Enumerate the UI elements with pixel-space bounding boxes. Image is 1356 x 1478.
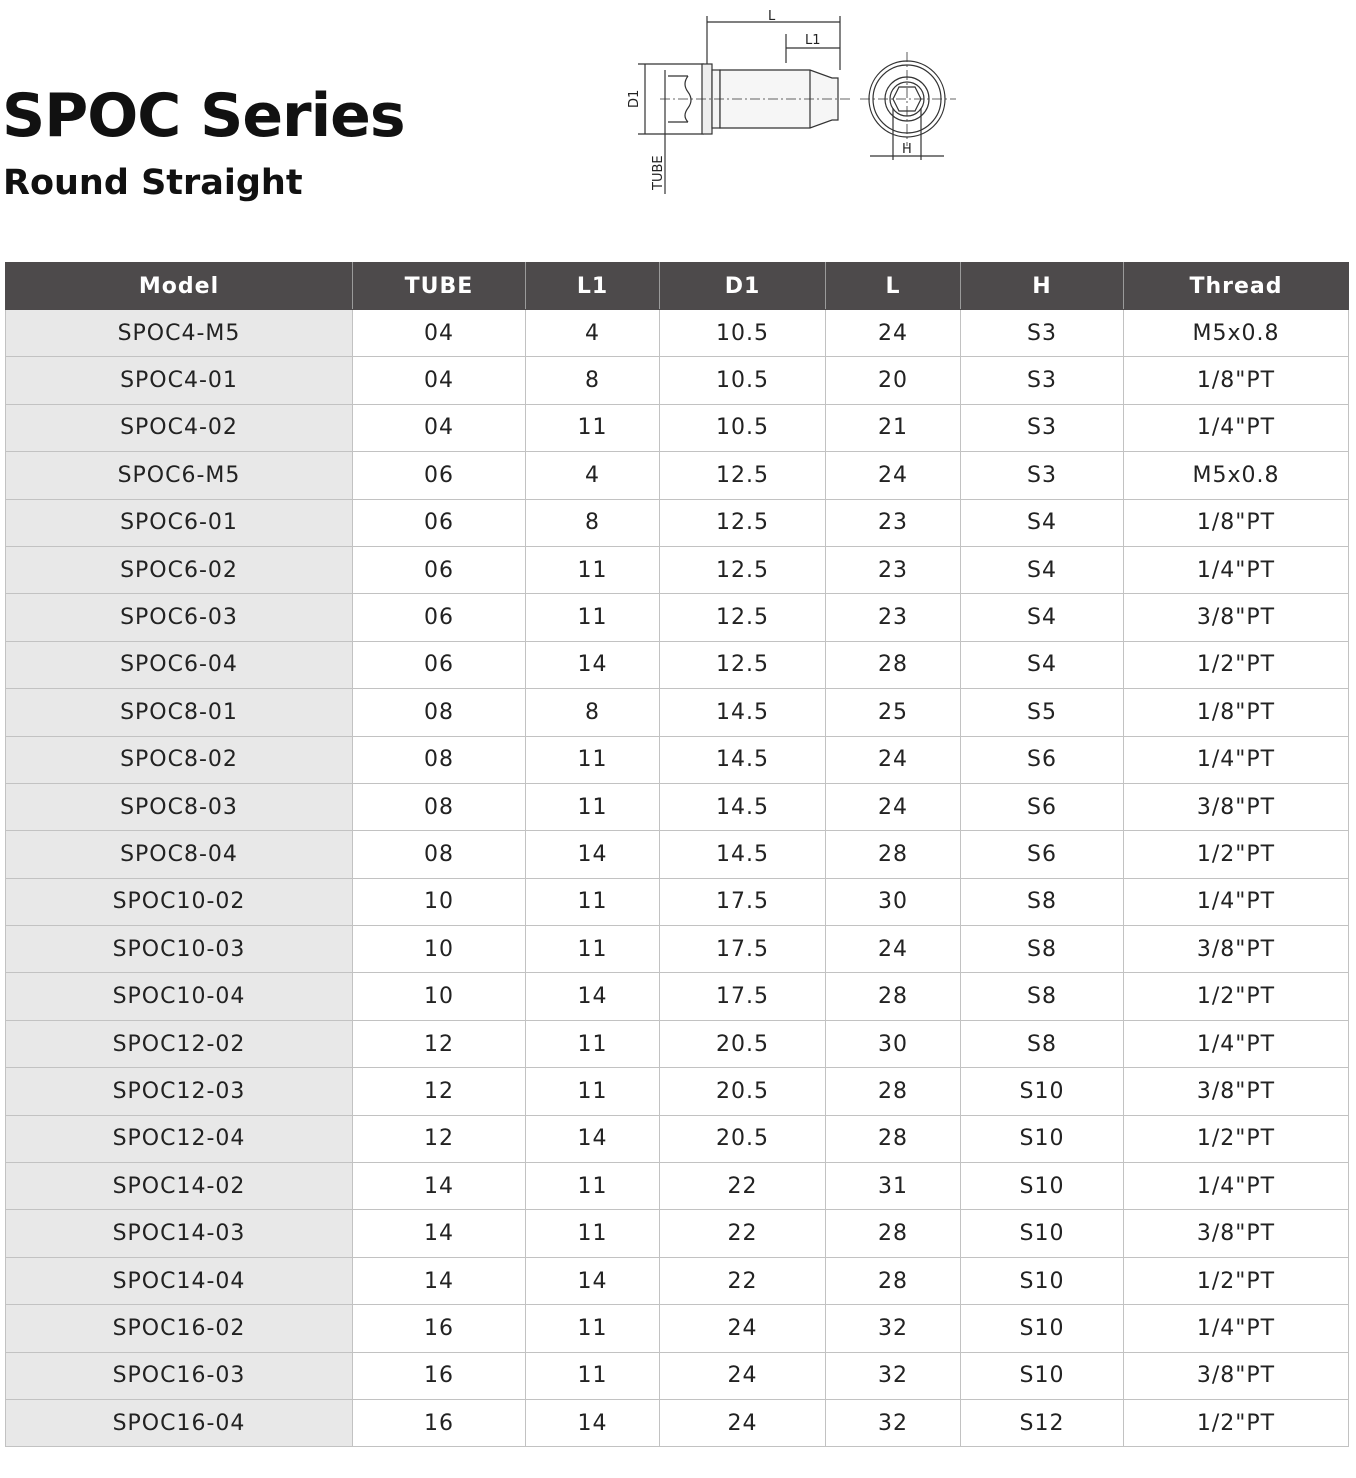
- table-row: [6, 1020, 1349, 1067]
- cell-model: SPOC12-03: [6, 1068, 353, 1115]
- cell-model: SPOC4-02: [6, 404, 353, 451]
- cell-thread: 1/8"PT: [1124, 357, 1349, 404]
- cell-l1: 8: [526, 689, 660, 736]
- dim-label-l1: L1: [805, 33, 821, 48]
- cell-l1: 4: [526, 310, 660, 357]
- table-row: [6, 973, 1349, 1020]
- col-header-d1: D1: [660, 263, 826, 310]
- fitting-technical-drawing: [620, 8, 980, 198]
- table-row: [6, 783, 1349, 830]
- cell-l1: 14: [526, 831, 660, 878]
- cell-h: S6: [961, 736, 1124, 783]
- cell-tube: 08: [353, 689, 526, 736]
- cell-thread: 1/8"PT: [1124, 499, 1349, 546]
- cell-h: S3: [961, 357, 1124, 404]
- cell-l: 28: [826, 1210, 961, 1257]
- cell-thread: 3/8"PT: [1124, 926, 1349, 973]
- cell-d1: 24: [660, 1352, 826, 1399]
- cell-d1: 20.5: [660, 1115, 826, 1162]
- page-title: SPOC Series: [2, 81, 405, 151]
- cell-l: 23: [826, 594, 961, 641]
- cell-l: 32: [826, 1352, 961, 1399]
- cell-model: SPOC4-01: [6, 357, 353, 404]
- cell-tube: 06: [353, 641, 526, 688]
- table-row: [6, 1352, 1349, 1399]
- spec-table: [5, 262, 1349, 1447]
- cell-l1: 11: [526, 594, 660, 641]
- col-header-h: H: [961, 263, 1124, 310]
- cell-h: S10: [961, 1305, 1124, 1352]
- cell-thread: 1/2"PT: [1124, 973, 1349, 1020]
- cell-h: S10: [961, 1210, 1124, 1257]
- cell-d1: 12.5: [660, 546, 826, 593]
- cell-l1: 11: [526, 878, 660, 925]
- cell-h: S4: [961, 499, 1124, 546]
- cell-l: 24: [826, 783, 961, 830]
- cell-model: SPOC16-02: [6, 1305, 353, 1352]
- cell-l: 24: [826, 310, 961, 357]
- cell-model: SPOC6-01: [6, 499, 353, 546]
- cell-l: 28: [826, 1115, 961, 1162]
- table-row: [6, 1068, 1349, 1115]
- cell-d1: 20.5: [660, 1020, 826, 1067]
- cell-model: SPOC6-04: [6, 641, 353, 688]
- cell-tube: 14: [353, 1163, 526, 1210]
- cell-model: SPOC14-02: [6, 1163, 353, 1210]
- cell-model: SPOC16-04: [6, 1399, 353, 1446]
- cell-model: SPOC6-02: [6, 546, 353, 593]
- cell-d1: 17.5: [660, 926, 826, 973]
- cell-tube: 10: [353, 926, 526, 973]
- cell-l1: 14: [526, 641, 660, 688]
- cell-model: SPOC14-03: [6, 1210, 353, 1257]
- cell-tube: 12: [353, 1068, 526, 1115]
- cell-l: 28: [826, 641, 961, 688]
- cell-l1: 11: [526, 546, 660, 593]
- cell-model: SPOC6-03: [6, 594, 353, 641]
- table-row: [6, 878, 1349, 925]
- cell-tube: 08: [353, 736, 526, 783]
- cell-l: 23: [826, 499, 961, 546]
- table-header-row: [6, 263, 1349, 310]
- cell-tube: 16: [353, 1305, 526, 1352]
- cell-l: 30: [826, 878, 961, 925]
- cell-l: 32: [826, 1399, 961, 1446]
- cell-tube: 08: [353, 831, 526, 878]
- cell-thread: 1/4"PT: [1124, 546, 1349, 593]
- cell-l1: 11: [526, 1210, 660, 1257]
- cell-thread: 1/4"PT: [1124, 404, 1349, 451]
- table-row: [6, 1163, 1349, 1210]
- cell-model: SPOC8-03: [6, 783, 353, 830]
- cell-thread: 1/2"PT: [1124, 1115, 1349, 1162]
- cell-model: SPOC8-02: [6, 736, 353, 783]
- cell-h: S10: [961, 1352, 1124, 1399]
- cell-d1: 14.5: [660, 831, 826, 878]
- cell-h: S10: [961, 1115, 1124, 1162]
- table-row: [6, 1115, 1349, 1162]
- cell-thread: 3/8"PT: [1124, 783, 1349, 830]
- cell-tube: 12: [353, 1115, 526, 1162]
- table-row: [6, 926, 1349, 973]
- cell-d1: 12.5: [660, 452, 826, 499]
- cell-tube: 06: [353, 452, 526, 499]
- cell-d1: 12.5: [660, 641, 826, 688]
- cell-l1: 11: [526, 1020, 660, 1067]
- cell-h: S10: [961, 1163, 1124, 1210]
- cell-h: S5: [961, 689, 1124, 736]
- page-subtitle: Round Straight: [3, 163, 303, 203]
- cell-d1: 10.5: [660, 404, 826, 451]
- cell-tube: 16: [353, 1352, 526, 1399]
- table-row: [6, 1257, 1349, 1304]
- cell-l1: 11: [526, 404, 660, 451]
- cell-d1: 10.5: [660, 310, 826, 357]
- cell-l1: 14: [526, 1115, 660, 1162]
- cell-h: S4: [961, 594, 1124, 641]
- cell-model: SPOC16-03: [6, 1352, 353, 1399]
- cell-d1: 24: [660, 1399, 826, 1446]
- cell-model: SPOC10-02: [6, 878, 353, 925]
- cell-d1: 14.5: [660, 689, 826, 736]
- cell-thread: 1/2"PT: [1124, 1257, 1349, 1304]
- cell-d1: 22: [660, 1210, 826, 1257]
- cell-l1: 11: [526, 1305, 660, 1352]
- cell-model: SPOC12-02: [6, 1020, 353, 1067]
- cell-model: SPOC8-04: [6, 831, 353, 878]
- cell-h: S10: [961, 1257, 1124, 1304]
- cell-l1: 8: [526, 357, 660, 404]
- cell-thread: 1/4"PT: [1124, 1163, 1349, 1210]
- cell-l: 25: [826, 689, 961, 736]
- cell-h: S3: [961, 452, 1124, 499]
- cell-l: 24: [826, 736, 961, 783]
- cell-thread: M5x0.8: [1124, 310, 1349, 357]
- cell-l1: 14: [526, 973, 660, 1020]
- cell-h: S3: [961, 404, 1124, 451]
- dim-label-h: H: [902, 142, 912, 157]
- cell-h: S8: [961, 926, 1124, 973]
- cell-tube: 12: [353, 1020, 526, 1067]
- cell-d1: 12.5: [660, 499, 826, 546]
- cell-h: S3: [961, 310, 1124, 357]
- cell-d1: 22: [660, 1257, 826, 1304]
- spec-table-body: [6, 310, 1349, 1447]
- cell-tube: 10: [353, 973, 526, 1020]
- cell-l1: 4: [526, 452, 660, 499]
- col-header-l: L: [826, 263, 961, 310]
- cell-model: SPOC4-M5: [6, 310, 353, 357]
- table-row: [6, 736, 1349, 783]
- cell-thread: 1/4"PT: [1124, 736, 1349, 783]
- cell-l1: 14: [526, 1257, 660, 1304]
- cell-model: SPOC12-04: [6, 1115, 353, 1162]
- cell-h: S6: [961, 783, 1124, 830]
- cell-d1: 17.5: [660, 878, 826, 925]
- cell-l: 32: [826, 1305, 961, 1352]
- cell-h: S4: [961, 546, 1124, 593]
- cell-l1: 11: [526, 926, 660, 973]
- cell-thread: 3/8"PT: [1124, 594, 1349, 641]
- cell-l: 20: [826, 357, 961, 404]
- table-row: [6, 594, 1349, 641]
- table-row: [6, 357, 1349, 404]
- cell-tube: 04: [353, 404, 526, 451]
- table-row: [6, 310, 1349, 357]
- cell-tube: 04: [353, 357, 526, 404]
- cell-l1: 11: [526, 1068, 660, 1115]
- cell-h: S4: [961, 641, 1124, 688]
- cell-d1: 22: [660, 1163, 826, 1210]
- cell-tube: 08: [353, 783, 526, 830]
- cell-thread: 3/8"PT: [1124, 1352, 1349, 1399]
- cell-h: S10: [961, 1068, 1124, 1115]
- dim-label-l: L: [768, 9, 776, 24]
- table-row: [6, 641, 1349, 688]
- cell-l: 24: [826, 926, 961, 973]
- cell-h: S8: [961, 973, 1124, 1020]
- cell-thread: 1/4"PT: [1124, 1305, 1349, 1352]
- cell-h: S12: [961, 1399, 1124, 1446]
- cell-thread: 3/8"PT: [1124, 1068, 1349, 1115]
- cell-l: 23: [826, 546, 961, 593]
- col-header-model: Model: [6, 263, 353, 310]
- cell-thread: 1/2"PT: [1124, 641, 1349, 688]
- cell-thread: 1/4"PT: [1124, 878, 1349, 925]
- cell-d1: 14.5: [660, 736, 826, 783]
- cell-thread: 1/4"PT: [1124, 1020, 1349, 1067]
- cell-h: S8: [961, 1020, 1124, 1067]
- cell-model: SPOC10-04: [6, 973, 353, 1020]
- cell-l1: 8: [526, 499, 660, 546]
- table-row: [6, 1210, 1349, 1257]
- cell-l1: 11: [526, 783, 660, 830]
- cell-thread: 3/8"PT: [1124, 1210, 1349, 1257]
- cell-h: S8: [961, 878, 1124, 925]
- table-row: [6, 831, 1349, 878]
- cell-l1: 11: [526, 736, 660, 783]
- cell-tube: 10: [353, 878, 526, 925]
- table-row: [6, 1305, 1349, 1352]
- cell-thread: M5x0.8: [1124, 452, 1349, 499]
- cell-tube: 04: [353, 310, 526, 357]
- cell-l1: 14: [526, 1399, 660, 1446]
- cell-thread: 1/2"PT: [1124, 1399, 1349, 1446]
- cell-tube: 06: [353, 499, 526, 546]
- cell-l: 30: [826, 1020, 961, 1067]
- col-header-l1: L1: [526, 263, 660, 310]
- cell-tube: 06: [353, 594, 526, 641]
- cell-l: 28: [826, 831, 961, 878]
- cell-model: SPOC8-01: [6, 689, 353, 736]
- cell-l: 31: [826, 1163, 961, 1210]
- cell-l: 24: [826, 452, 961, 499]
- cell-thread: 1/8"PT: [1124, 689, 1349, 736]
- table-row: [6, 404, 1349, 451]
- cell-tube: 06: [353, 546, 526, 593]
- cell-d1: 14.5: [660, 783, 826, 830]
- cell-model: SPOC6-M5: [6, 452, 353, 499]
- dim-label-d1: D1: [627, 89, 642, 108]
- cell-d1: 24: [660, 1305, 826, 1352]
- cell-d1: 10.5: [660, 357, 826, 404]
- cell-l: 28: [826, 973, 961, 1020]
- cell-l: 28: [826, 1257, 961, 1304]
- cell-d1: 20.5: [660, 1068, 826, 1115]
- table-row: [6, 689, 1349, 736]
- cell-tube: 16: [353, 1399, 526, 1446]
- dim-label-tube: TUBE: [651, 155, 666, 190]
- table-row: [6, 1399, 1349, 1446]
- table-row: [6, 546, 1349, 593]
- cell-tube: 14: [353, 1257, 526, 1304]
- cell-l1: 11: [526, 1352, 660, 1399]
- cell-l: 28: [826, 1068, 961, 1115]
- table-row: [6, 499, 1349, 546]
- cell-model: SPOC14-04: [6, 1257, 353, 1304]
- cell-thread: 1/2"PT: [1124, 831, 1349, 878]
- cell-h: S6: [961, 831, 1124, 878]
- col-header-thread: Thread: [1124, 263, 1349, 310]
- cell-model: SPOC10-03: [6, 926, 353, 973]
- cell-tube: 14: [353, 1210, 526, 1257]
- cell-l: 21: [826, 404, 961, 451]
- col-header-tube: TUBE: [353, 263, 526, 310]
- cell-d1: 17.5: [660, 973, 826, 1020]
- cell-d1: 12.5: [660, 594, 826, 641]
- table-row: [6, 452, 1349, 499]
- cell-l1: 11: [526, 1163, 660, 1210]
